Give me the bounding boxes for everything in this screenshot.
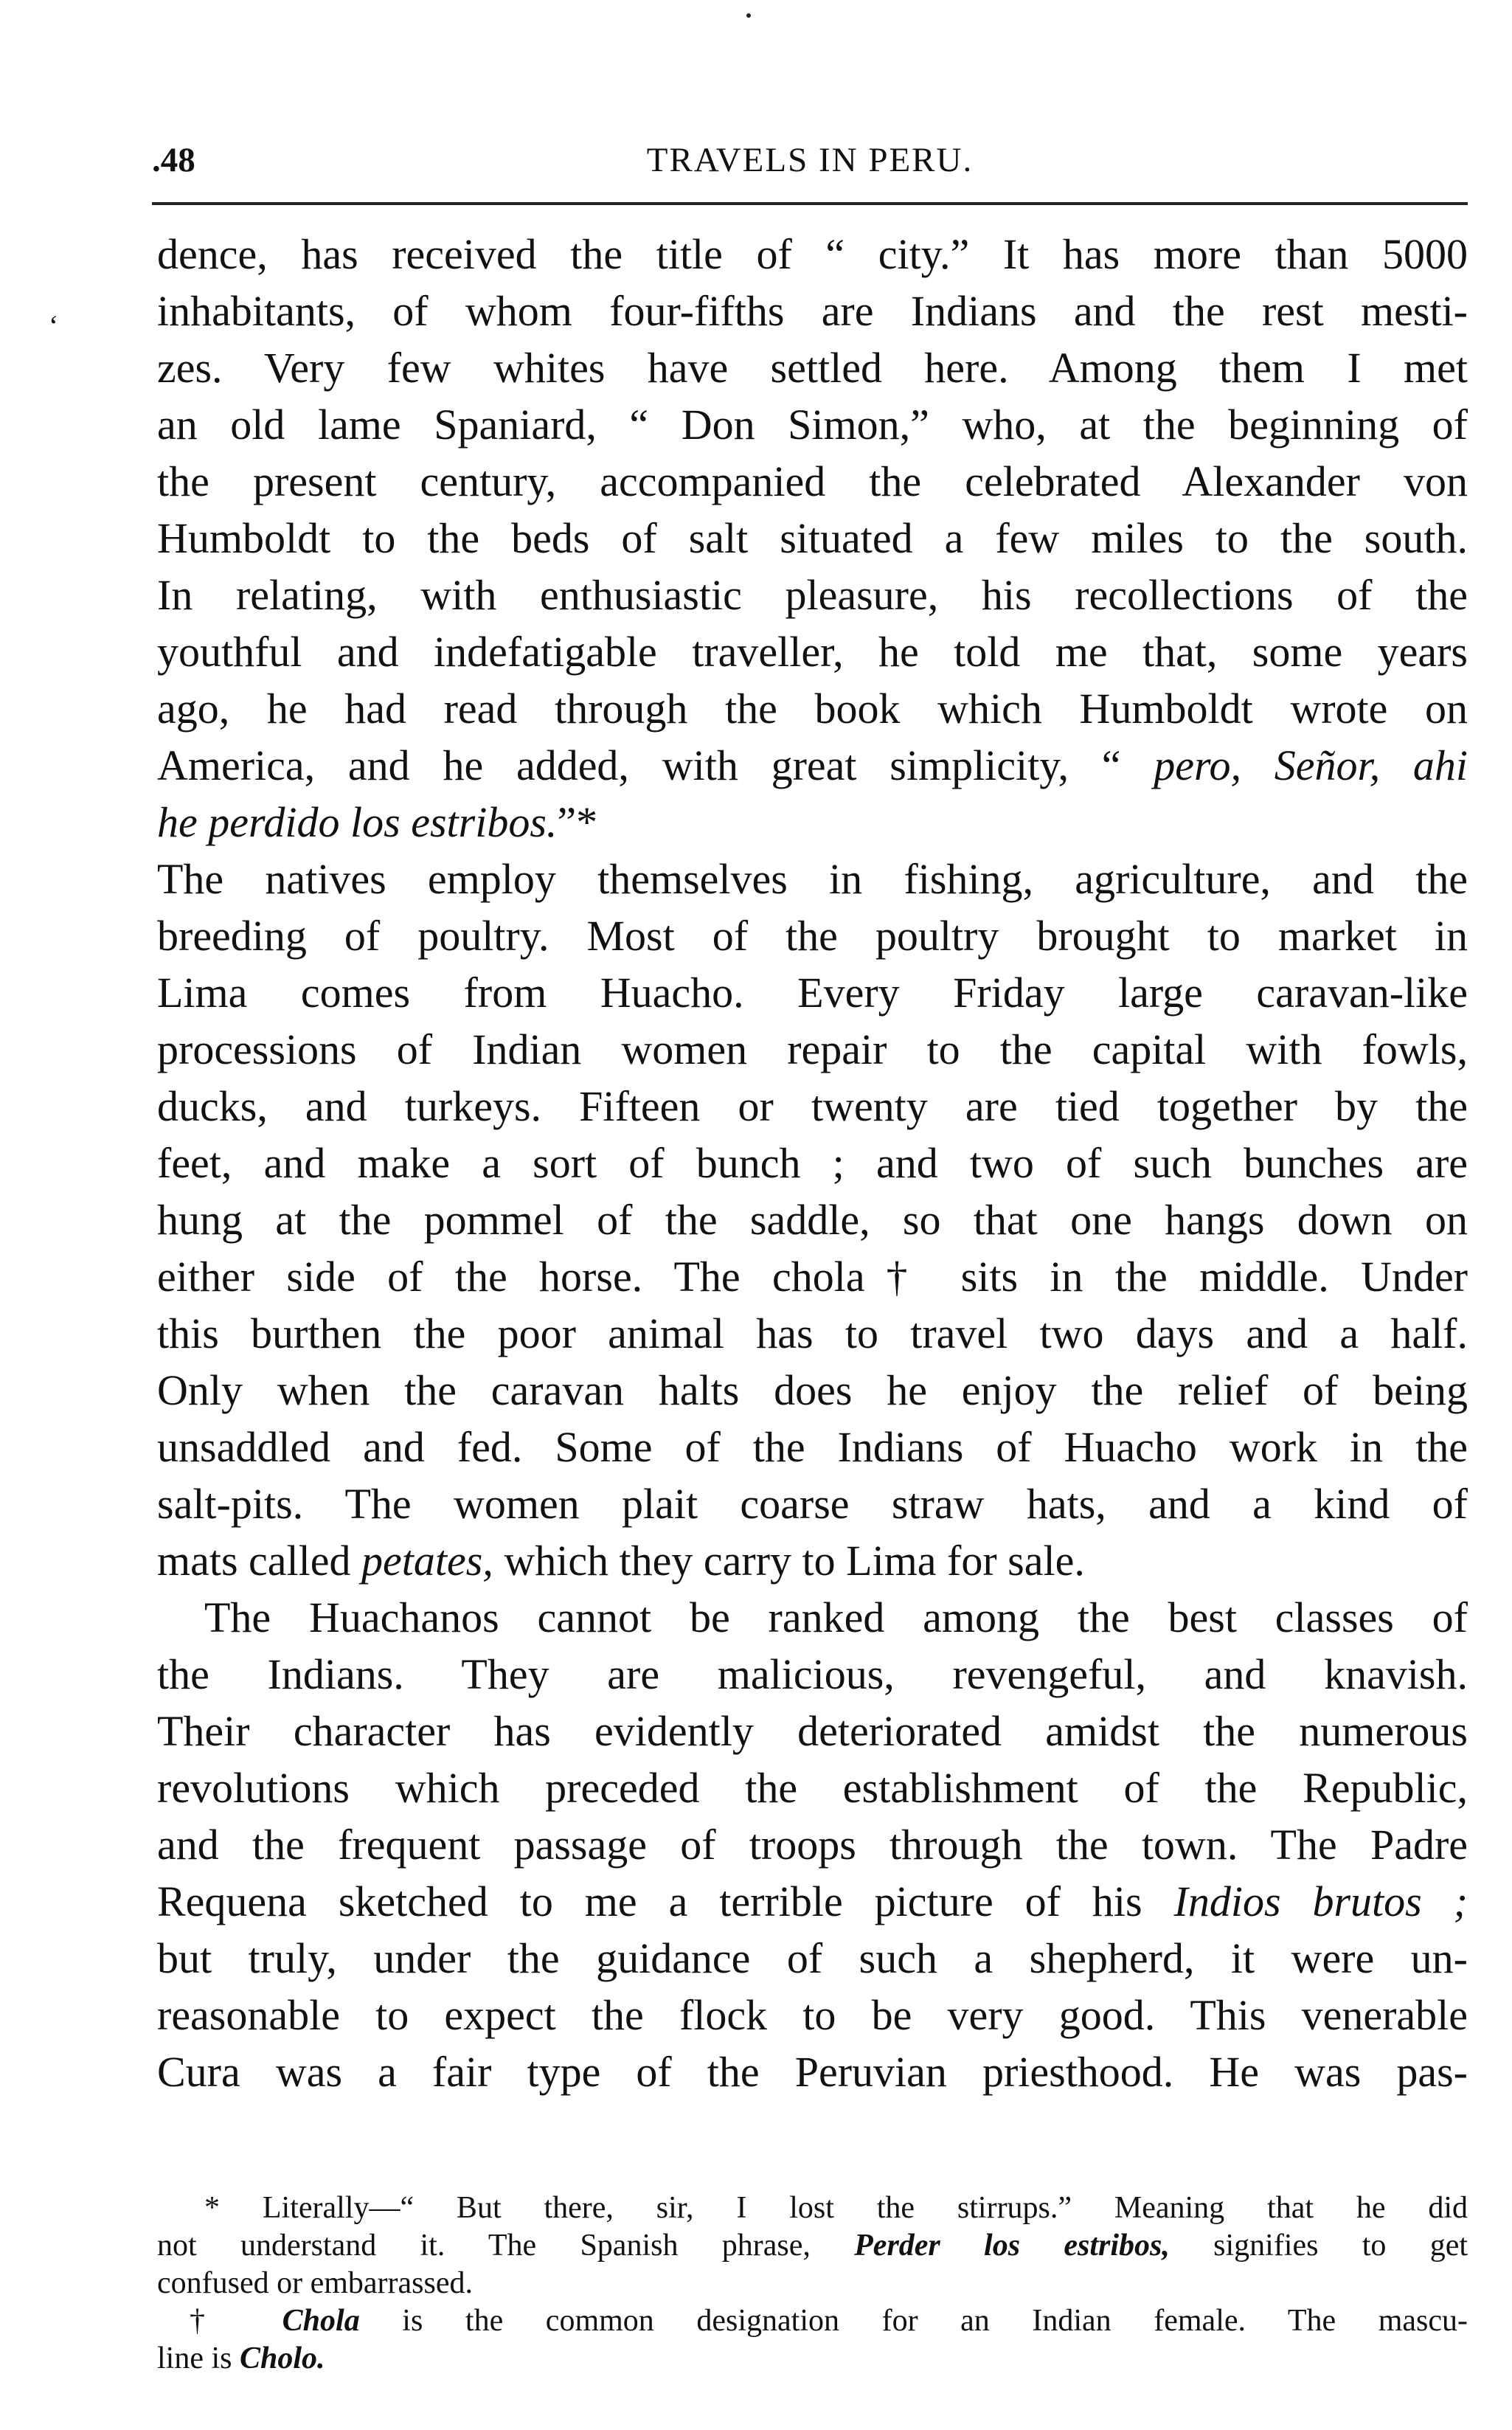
- text-segment: which they carry to Lima for sale.: [493, 1537, 1085, 1585]
- text-segment: Humboldt to the beds of salt situated a few miles to the south.: [157, 514, 1468, 562]
- running-head: TRAVELS IN PERU.: [646, 141, 974, 179]
- text-segment: inhabitants, of whom four-fifths are Indians and the rest mesti-: [157, 287, 1468, 335]
- italic-segment: pero, Señor, ahi: [1154, 741, 1468, 789]
- header-rule: [152, 202, 1468, 205]
- text-segment: ”*: [557, 798, 598, 846]
- text-segment: zes. Very few whites have settled here. Among them I met: [157, 344, 1468, 392]
- text-line: [157, 794, 1468, 851]
- text-segment: the Indians. They are malicious, revengeful, and knavish.: [157, 1650, 1468, 1698]
- text-line: [157, 1532, 1468, 1589]
- text-segment: signifies to get: [1169, 2229, 1468, 2263]
- text-segment: hung at the pommel of the saddle, so that one hangs down on: [157, 1196, 1468, 1244]
- text-line: [157, 510, 1468, 567]
- text-segment: salt-pits. The women plait coarse straw hats, and a kind of: [157, 1480, 1468, 1528]
- text-segment: dence, has received the title of “ city.” It has more than 5000: [157, 230, 1468, 278]
- text-line: [157, 907, 1468, 964]
- text-line: [157, 1987, 1468, 2043]
- text-segment: Cura was a fair type of the Peruvian priesthood. He was pas-: [157, 2048, 1468, 2096]
- text-line: [157, 567, 1468, 623]
- text-line: [157, 1475, 1468, 1532]
- text-segment: line is: [157, 2341, 240, 2375]
- text-segment: the present century, accompanied the celebrated Alexander von: [157, 457, 1468, 505]
- text-segment: and the frequent passage of troops through the town. The Padre: [157, 1821, 1468, 1869]
- footnote-line: [157, 2190, 1468, 2227]
- text-segment: Only when the caravan halts does he enjoy the relief of being: [157, 1366, 1468, 1414]
- text-segment: breeding of poultry. Most of the poultry brought to market in: [157, 912, 1468, 960]
- text-line: [157, 1305, 1468, 1362]
- bold-segment: Cholo.: [240, 2341, 325, 2375]
- text-line: [157, 1362, 1468, 1419]
- text-segment: an old lame Spaniard, “ Don Simon,” who, at the beginning of: [157, 401, 1468, 449]
- bold-segment: Perder los estribos,: [854, 2229, 1170, 2263]
- text-line: [157, 1759, 1468, 1816]
- footnote-line: [157, 2340, 1468, 2378]
- text-segment: ducks, and turkeys. Fifteen or twenty are tied together by the: [157, 1082, 1468, 1130]
- bold-segment: Chola: [282, 2304, 360, 2338]
- footnote-line: [157, 2302, 1468, 2340]
- text-line: [157, 851, 1468, 907]
- text-segment: ago, he had read through the book which Humboldt wrote on: [157, 685, 1468, 733]
- text-line: [157, 1930, 1468, 1987]
- page-number: .48: [152, 141, 195, 179]
- text-line: [157, 283, 1468, 339]
- text-line: [157, 226, 1468, 283]
- text-segment: Lima comes from Huacho. Every Friday large caravan-like: [157, 969, 1468, 1017]
- text-line: [157, 964, 1468, 1021]
- text-line: [157, 1816, 1468, 1873]
- text-line: [157, 1703, 1468, 1759]
- italic-segment: Indios brutos ;: [1173, 1877, 1468, 1925]
- text-segment: mats called: [157, 1537, 362, 1585]
- text-line: [157, 2043, 1468, 2100]
- stray-print-mark: [746, 13, 751, 18]
- text-segment: The natives employ themselves in fishing, agriculture, and the: [157, 855, 1468, 903]
- text-segment: reasonable to expect the flock to be very good. This venerable: [157, 1991, 1468, 2039]
- text-segment: revolutions which preceded the establishment of the Republic,: [157, 1764, 1468, 1812]
- text-line: [157, 1191, 1468, 1248]
- text-segment: either side of the horse. The chola† sits in the middle. Under: [157, 1253, 1468, 1301]
- text-segment: youthful and indefatigable traveller, he told me that, some years: [157, 628, 1468, 676]
- text-segment: confused or embarrassed.: [157, 2266, 473, 2300]
- text-line: [157, 1646, 1468, 1703]
- footnote-line: [157, 2265, 1468, 2302]
- text-segment: is the common designation for an Indian female. The mascu-: [359, 2304, 1468, 2338]
- text-segment: Their character has evidently deteriorated amidst the numerous: [157, 1707, 1468, 1755]
- text-segment: unsaddled and fed. Some of the Indians of Huacho work in the: [157, 1423, 1468, 1471]
- text-segment: * Literally—“ But there, sir, I lost the stirrups.” Meaning that he did: [204, 2191, 1468, 2225]
- footnotes: [157, 2190, 1468, 2378]
- text-segment: The Huachanos cannot be ranked among the best classes of: [204, 1593, 1468, 1641]
- text-line: [157, 1248, 1468, 1305]
- text-segment: not understand it. The Spanish phrase,: [157, 2229, 855, 2263]
- text-segment: but truly, under the guidance of such a shepherd, it were un-: [157, 1934, 1468, 1982]
- text-segment: Requena sketched to me a terrible picture of his: [157, 1877, 1174, 1925]
- margin-mark: ‘: [49, 309, 59, 342]
- text-segment: this burthen the poor animal has to travel two days and a half.: [157, 1309, 1468, 1357]
- text-line: [157, 1589, 1468, 1646]
- italic-segment: he perdido los estribos.: [157, 798, 558, 846]
- text-line: [157, 737, 1468, 794]
- text-line: [157, 1078, 1468, 1135]
- text-segment: In relating, with enthusiastic pleasure, his recollections of the: [157, 571, 1468, 619]
- text-segment: processions of Indian women repair to the capital with fowls,: [157, 1025, 1468, 1073]
- italic-segment: [282, 2304, 360, 2338]
- text-segment: †: [190, 2304, 282, 2338]
- text-line: [157, 453, 1468, 510]
- text-line: [157, 1135, 1468, 1191]
- footnote-line: [157, 2227, 1468, 2265]
- text-line: [157, 1419, 1468, 1475]
- italic-segment: [240, 2341, 325, 2375]
- text-line: [157, 1021, 1468, 1078]
- italic-segment: petates,: [361, 1537, 493, 1585]
- text-segment: America, and he added, with great simplicity, “: [157, 741, 1154, 789]
- page-header: [152, 140, 1468, 184]
- text-line: [157, 339, 1468, 396]
- text-segment: feet, and make a sort of bunch ; and two of such bunches are: [157, 1139, 1468, 1187]
- text-line: [157, 1873, 1468, 1930]
- text-line: [157, 680, 1468, 737]
- text-line: [157, 396, 1468, 453]
- text-line: [157, 623, 1468, 680]
- italic-segment: [854, 2229, 1170, 2263]
- body-text: [157, 226, 1468, 2100]
